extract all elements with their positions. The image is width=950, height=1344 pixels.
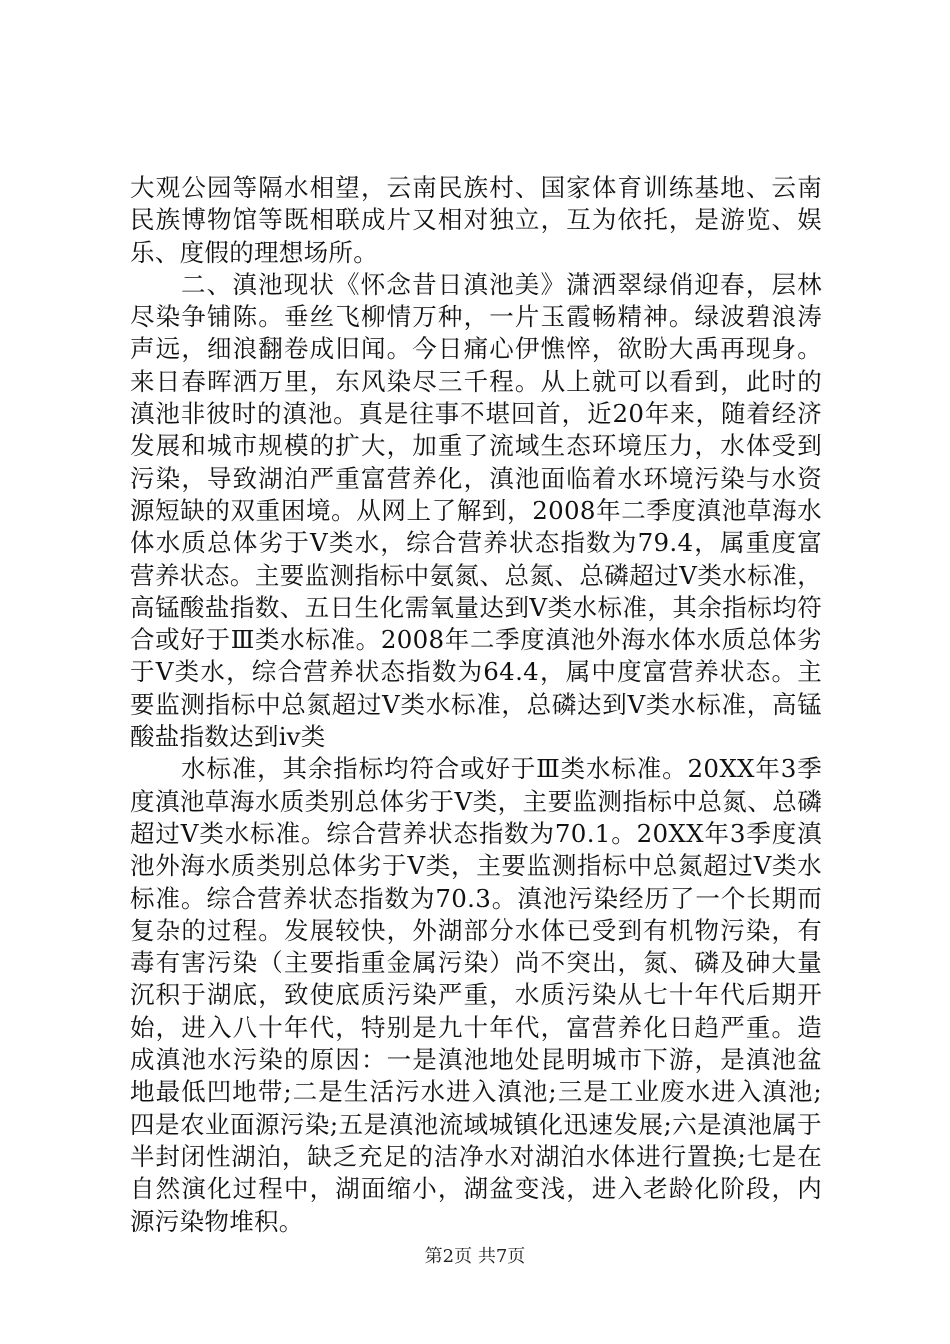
paragraph-1: 大观公园等隔水相望，云南民族村、国家体育训练基地、云南民族博物馆等既相联成片又相对独立，互为依托，是游览、娱乐、度假的理想场所。 [130, 173, 822, 267]
paragraph-2: 二、滇池现状《怀念昔日滇池美》潇洒翠绿俏迎春，层林尽染争铺陈。垂丝飞柳情万种，一片玉霞畅精神。绿波碧浪涛声远，细浪翻卷成旧闻。今日痛心伊憔悴，欲盼大禹再现身。来日春晖洒万里，东风染尽三千程。从上就可以看到，此时的滇池非彼时的滇池。真是往事不堪回首，近20年来，随着经济发展和城市规模的扩大，加重了流域生态环境压力，水体受到污染，导致湖泊严重富营养化，滇池面临着水环境污染与水资源短缺的双重困境。从网上了解到，2008年二季度滇池草海水体水质总体劣于Ⅴ类水，综合营养状态指数为79.4，属重度富营养状态。主要监测指标中氨氮、总氮、总磷超过Ⅴ类水标准，高锰酸盐指数、五日生化需氧量达到Ⅴ类水标准，其余指标均符合或好于Ⅲ类水标准。2008年二季度滇池外海水体水质总体劣于Ⅴ类水，综合营养状态指数为64.4，属中度富营养状态。主要监测指标中总氮超过Ⅴ类水标准，总磷达到Ⅴ类水标准，高锰酸盐指数达到ⅳ类 [130, 269, 822, 752]
paragraph-3: 水标准，其余指标均符合或好于Ⅲ类水标准。20XX年3季度滇池草海水质类别总体劣于Ⅴ类，主要监测指标中总氮、总磷超过Ⅴ类水标准。综合营养状态指数为70.1。20XX年3季度滇池外海水质类别总体劣于Ⅴ类，主要监测指标中总氮超过Ⅴ类水标准。综合营养状态指数为70.3。滇池污染经历了一个长期而复杂的过程。发展较快，外湖部分水体已受到有机物污染，有毒有害污染（主要指重金属污染）尚不突出，氮、磷及砷大量沉积于湖底，致使底质污染严重，水质污染从七十年代后期开始，进入八十年代，特别是九十年代，富营养化日趋严重。造成滇池水污染的原因：一是滇池地处昆明城市下游，是滇池盆地最低凹地带;二是生活污水进入滇池;三是工业废水进入滇池;四是农业面源污染;五是滇池流域城镇化迅速发展;六是滇池属于半封闭性湖泊，缺乏充足的洁净水对湖泊水体进行置换;七是在自然演化过程中，湖面缩小，湖盆变浅，进入老龄化阶段，内源污染物堆积。 [130, 754, 822, 1236]
document-body [130, 172, 822, 1238]
page-number-footer: 第2页 共7页 [424, 1246, 526, 1267]
